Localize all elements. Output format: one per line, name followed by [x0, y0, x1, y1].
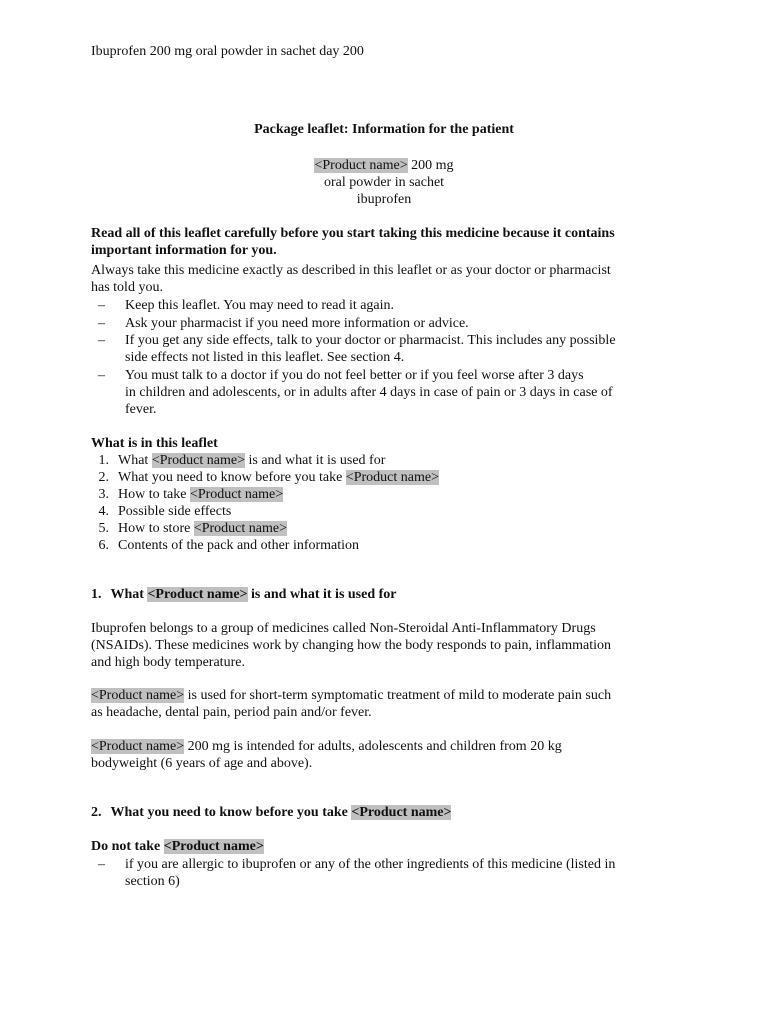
- section-number: 2.: [91, 805, 102, 820]
- toc-item-2: [91, 469, 691, 486]
- intro-bold-line1: Read all of this leaflet carefully before you start taking this medicine because it contains: [91, 226, 615, 241]
- dash-marker: –: [98, 368, 105, 383]
- product-name-placeholder: <Product name>: [345, 470, 439, 485]
- toc-number: 2.: [98, 470, 109, 485]
- list-item-text: If you get any side effects, talk to your doctor or pharmacist. This includes any possible: [125, 333, 616, 348]
- toc-text: Possible side effects: [118, 504, 232, 519]
- list-item-text: fever.: [125, 402, 157, 417]
- section-heading-text: is and what it is used for: [247, 587, 397, 602]
- section-1-p3-line1: [91, 738, 562, 755]
- toc-item-3: [91, 486, 691, 503]
- subheading-text: Do not take: [91, 839, 164, 854]
- section-1-p3-line2: bodyweight (6 years of age and above).: [91, 756, 313, 771]
- intro-bold-line2: important information for you.: [91, 243, 277, 258]
- leaflet-title: Package leaflet: Information for the patient: [254, 122, 514, 137]
- section-1-p1-line1: Ibuprofen belongs to a group of medicines called Non-Steroidal Anti-Inflammatory Drugs: [91, 621, 596, 636]
- dash-marker: –: [98, 298, 105, 313]
- toc-text: How to store: [118, 521, 194, 536]
- dash-marker: –: [98, 333, 105, 348]
- toc-text: is and what it is used for: [245, 453, 386, 468]
- product-title-line3: ibuprofen: [356, 192, 412, 207]
- toc-item-5: [91, 520, 691, 537]
- dash-marker: –: [98, 316, 105, 331]
- toc-item-6: [91, 537, 691, 554]
- do-not-take-heading: [91, 838, 264, 855]
- intro-paragraph-line1: Always take this medicine exactly as described in this leaflet or as your doctor or pharmacist: [91, 263, 611, 278]
- section-1-p1-line3: and high body temperature.: [91, 655, 245, 670]
- toc-number: 3.: [98, 487, 109, 502]
- toc-text: Contents of the pack and other information: [118, 538, 360, 553]
- list-item: [98, 856, 698, 890]
- list-item-text: if you are allergic to ibuprofen or any of the other ingredients of this medicine (listed in: [125, 857, 616, 872]
- toc-number: 1.: [98, 453, 109, 468]
- toc-item-4: [91, 503, 691, 520]
- list-item-text: section 6): [125, 874, 180, 889]
- list-item: [98, 332, 698, 366]
- section-number: 1.: [91, 587, 102, 602]
- paragraph-text: 200 mg is intended for adults, adolescents and children from 20 kg: [184, 739, 562, 754]
- product-name-placeholder: <Product name>: [189, 487, 284, 502]
- toc-number: 4.: [98, 504, 109, 519]
- list-item-text: Ask your pharmacist if you need more information or advice.: [125, 316, 469, 331]
- toc-text: What: [118, 453, 152, 468]
- section-heading-text: What: [110, 587, 148, 602]
- list-item-text: in children and adolescents, or in adults after 4 days in case of pain or 3 days in case of: [125, 385, 613, 400]
- list-item-text: side effects not listed in this leaflet. See section 4.: [125, 350, 405, 365]
- toc-number: 6.: [98, 538, 109, 553]
- list-item: [98, 315, 698, 332]
- product-name-placeholder: <Product name>: [147, 587, 248, 602]
- product-strength: 200 mg: [407, 158, 454, 173]
- list-item: [98, 297, 698, 314]
- section-1-p1-line2: (NSAIDs). These medicines work by changing how the body responds to pain, inflammation: [91, 638, 611, 653]
- product-name-placeholder: <Product name>: [163, 839, 264, 854]
- product-title-line2: oral powder in sachet: [323, 175, 445, 190]
- toc-text: How to take: [118, 487, 190, 502]
- dash-marker: –: [98, 857, 105, 872]
- list-item-text: You must talk to a doctor if you do not feel better or if you feel worse after 3 days: [125, 368, 584, 383]
- section-1-p2-line1: [91, 687, 611, 704]
- toc-item-1: [91, 452, 691, 469]
- product-title-line1: [0, 157, 768, 174]
- toc-number: 5.: [98, 521, 109, 536]
- product-name-placeholder: <Product name>: [91, 739, 185, 754]
- section-2-heading: [91, 804, 451, 821]
- toc-text: What you need to know before you take: [118, 470, 346, 485]
- section-heading-text: What you need to know before you take: [110, 805, 352, 820]
- intro-paragraph-line2: has told you.: [91, 280, 163, 295]
- product-name-placeholder: <Product name>: [314, 158, 408, 173]
- product-name-placeholder: <Product name>: [351, 805, 452, 820]
- product-name-placeholder: <Product name>: [91, 688, 185, 703]
- toc-heading: What is in this leaflet: [91, 436, 218, 451]
- section-1-p2-line2: as headache, dental pain, period pain and/or fever.: [91, 705, 372, 720]
- list-item-text: Keep this leaflet. You may need to read it again.: [125, 298, 395, 313]
- product-name-placeholder: <Product name>: [151, 453, 245, 468]
- paragraph-text: is used for short-term symptomatic treatment of mild to moderate pain such: [184, 688, 612, 703]
- list-item: [98, 367, 698, 418]
- running-header: Ibuprofen 200 mg oral powder in sachet day 200: [91, 44, 364, 59]
- product-name-placeholder: <Product name>: [193, 521, 287, 536]
- section-1-heading: [91, 586, 397, 603]
